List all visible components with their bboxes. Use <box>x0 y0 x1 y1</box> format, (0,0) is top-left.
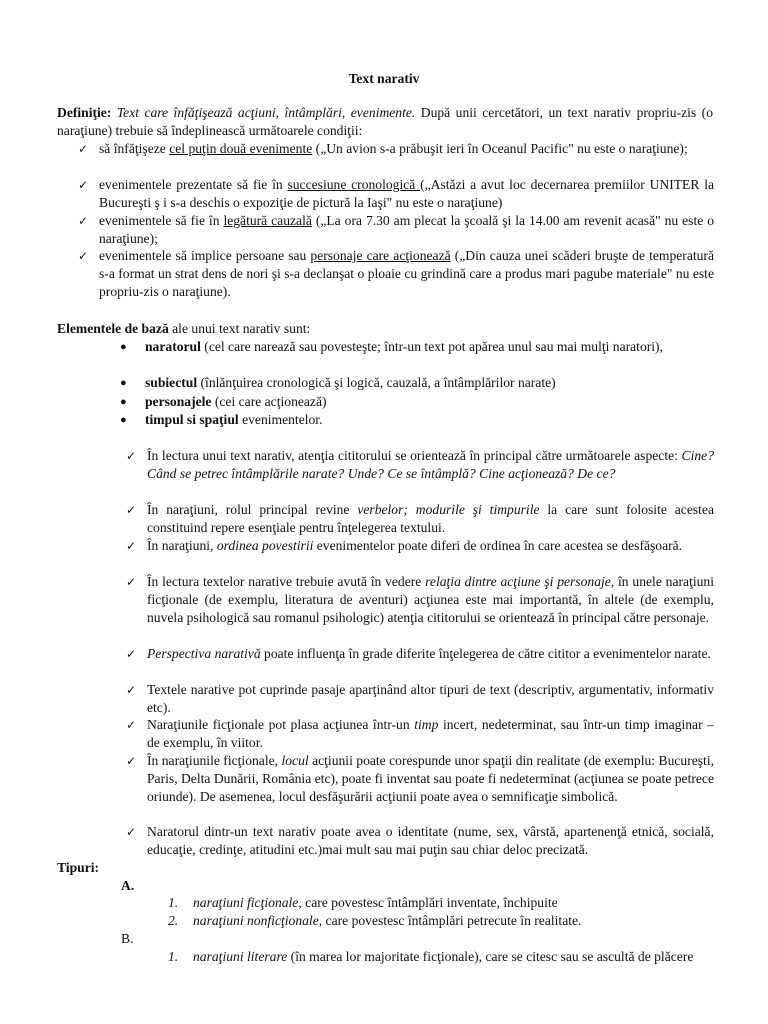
bullet-icon: ● <box>120 377 127 389</box>
check-icon: ✓ <box>126 647 137 661</box>
element-item: ● subiectul (înlănţuirea cronologică şi logică, cauzală, a întâmplărilor narate) <box>120 375 556 390</box>
element-item: ● personajele (cei care acţionează) <box>120 394 327 409</box>
check-icon: ✓ <box>126 503 137 517</box>
check-icon: ✓ <box>126 539 137 553</box>
check-icon: ✓ <box>126 825 137 839</box>
condition-item: ✓ evenimentele să implice persoane sau personaje care acţionează („Din cauza unei scăderi bruşte de temperatură s-a format un strat dens de nori şi s-a declanşat o ploaie cu grindină care a produs mari pagube materiale" nu este propriu-zis o naraţiune). <box>78 248 714 299</box>
note-item: ✓ În naraţiuni, rolul principal revine verbelor; modurile şi timpurile la care sunt folosite acestea constituind repere esenţiale pentru înţelegerea textului. <box>126 502 714 535</box>
note-item: ✓ Naraţiunile ficţionale pot plasa acţiunea într-un timp incert, nedeterminat, sau într-un timp imaginar – de exemplu, în viitor. <box>126 717 714 750</box>
bullet-icon: ● <box>120 414 127 426</box>
type-item: naraţiuni literare (în marea lor majoritate ficţionale), care se citesc sau se ascultă de plăcere <box>193 949 694 964</box>
list-number: 1. <box>168 949 179 964</box>
check-icon: ✓ <box>126 449 137 463</box>
note-item: ✓ Naratorul dintr-un text narativ poate avea o identitate (nume, sex, vârstă, apartenenţă etnică, socială, educaţie, credinţe, atitudini etc.)mai mult sau mai puţin sau chiar deloc precizată. <box>126 824 714 857</box>
types-group-a: A. <box>121 878 135 893</box>
check-icon: ✓ <box>78 214 89 228</box>
note-item: ✓ Textele narative pot cuprinde pasaje aparţinând altor tipuri de text (descriptiv, argumentativ, informativ etc). <box>126 682 714 715</box>
list-number: 1. <box>168 895 179 910</box>
type-item: naraţiuni ficţionale, care povestesc întâmplări inventate, închipuite <box>193 895 558 910</box>
bullet-icon: ● <box>120 341 127 353</box>
elements-heading: Elementele de bază ale unui text narativ sunt: <box>57 321 311 336</box>
types-group-b: B. <box>121 931 134 946</box>
note-item: ✓ În naraţiuni, ordinea povestirii evenimentelor poate diferi de ordinea în care acestea se desfăşoară. <box>126 538 683 553</box>
check-icon: ✓ <box>78 178 89 192</box>
types-heading: Tipuri: <box>57 860 100 875</box>
check-icon: ✓ <box>126 683 137 697</box>
type-item: naraţiuni nonficţionale, care povestesc întâmplări petrecute în realitate. <box>193 913 582 928</box>
definition-rest: După unii cercetători, un text narativ propriu-zis (o naraţiune) trebuie să îndeplinească următoarele condiţii: <box>57 105 713 138</box>
check-icon: ✓ <box>78 249 89 263</box>
note-item: ✓ În lectura unui text narativ, atenţia cititorului se orientează în principal către următoarele aspecte: Cine? Când se petrec întâmplările narate? Unde? Ce se întâmplă? Cine acţionează? De ce? <box>126 448 714 481</box>
check-icon: ✓ <box>126 754 137 768</box>
condition-item: ✓ evenimentele să fie în legătură cauzală („La ora 7.30 am plecat la şcoală şi la 14.00 am revenit acasă" nu este o naraţiune); <box>78 213 714 246</box>
check-icon: ✓ <box>126 575 137 589</box>
definition-italic: Text care înfăţişează acţiuni, întâmplări, evenimente. <box>116 105 416 120</box>
element-item: ● naratorul (cel care narează sau povesteşte; într-un text pot apărea unul sau mai mulţi naratori), <box>120 339 663 354</box>
condition-item: ✓ evenimentele prezentate să fie în succesiune cronologică („Astăzi a avut loc decernarea premiilor UNITER la Bucureşti ş i s-a deschis o expoziţie de pictură la Iaşi" nu este o naraţiune) <box>78 177 714 210</box>
check-icon: ✓ <box>78 142 89 156</box>
bullet-icon: ● <box>120 396 127 408</box>
note-item: ✓ În lectura textelor narative trebuie avută în vedere relaţia dintre acţiune şi personaje, în unele naraţiuni ficţionale (de exemplu, literatura de aventuri) acţiunea este mai importantă, în altele (de exemplu, nuvela psihologică sau romanul psihologic) atenţia cititorului se orientează în principal către personaje. <box>126 574 714 625</box>
page-title: Text narativ <box>348 71 420 86</box>
check-icon: ✓ <box>126 718 137 732</box>
element-item: ● timpul si spaţiul evenimentelor. <box>120 412 323 427</box>
list-number: 2. <box>168 913 179 928</box>
definition-label: Definiţie: <box>57 105 112 120</box>
note-item: ✓ În naraţiunile ficţionale, locul acţiunii poate corespunde unor spaţii din realitate (de exemplu: Bucureşti, Paris, Delta Dunării, România etc), poate fi inventat sau poate fi nedeterminat (acţiunea se poate petrece oriunde). De asemenea, locul desfăşurării acţiunii poate avea o semnificaţie simbolică. <box>126 753 714 804</box>
condition-item: ✓ să înfăţişeze cel puţin două evenimente („Un avion s-a prăbuşit ieri în Oceanul Pacific" nu este o naraţiune); <box>78 141 688 156</box>
note-item: ✓ Perspectiva narativă poate influenţa în grade diferite înţelegerea de către cititor a evenimentelor narate. <box>126 646 711 661</box>
definition-paragraph <box>57 104 713 140</box>
